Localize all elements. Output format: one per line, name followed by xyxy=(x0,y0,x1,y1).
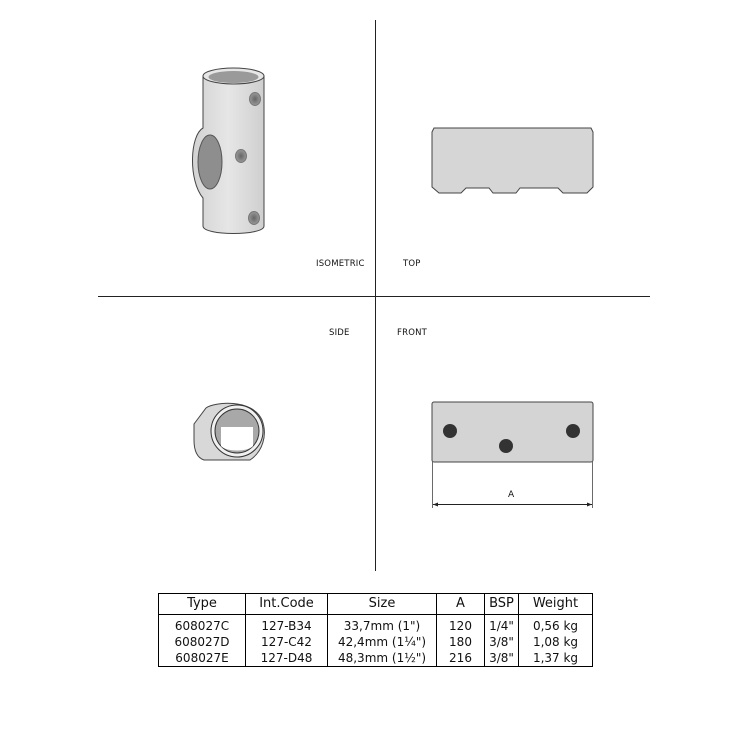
header-int-code: Int.Code xyxy=(246,594,328,615)
cell-int-code: 127-C42 xyxy=(246,634,328,650)
cell-type: 608027E xyxy=(159,650,246,667)
side-view-drawing xyxy=(194,403,264,460)
dimension-a-label: A xyxy=(508,490,515,500)
cell-a: 120 xyxy=(437,615,485,635)
cell-bsp: 3/8" xyxy=(485,634,519,650)
top-view-drawing xyxy=(432,128,593,193)
header-size: Size xyxy=(328,594,437,615)
cell-bsp: 1/4" xyxy=(485,615,519,635)
cell-weight: 0,56 kg xyxy=(519,615,593,635)
top-view-label: TOP xyxy=(403,259,421,269)
cell-type: 608027D xyxy=(159,634,246,650)
header-a: A xyxy=(437,594,485,615)
cell-type: 608027C xyxy=(159,615,246,635)
cell-weight: 1,37 kg xyxy=(519,650,593,667)
table-row xyxy=(159,650,593,667)
header-type: Type xyxy=(159,594,246,615)
cell-int-code: 127-D48 xyxy=(246,650,328,667)
cell-size: 48,3mm (1½") xyxy=(328,650,437,667)
cell-int-code: 127-B34 xyxy=(246,615,328,635)
cell-weight: 1,08 kg xyxy=(519,634,593,650)
table-header-row xyxy=(159,594,593,615)
header-bsp: BSP xyxy=(485,594,519,615)
cell-size: 42,4mm (1¼") xyxy=(328,634,437,650)
specifications-table xyxy=(158,593,593,667)
table-row xyxy=(159,615,593,635)
header-weight: Weight xyxy=(519,594,593,615)
front-view-label: FRONT xyxy=(397,328,428,338)
cell-size: 33,7mm (1") xyxy=(328,615,437,635)
cell-a: 216 xyxy=(437,650,485,667)
isometric-view-label: ISOMETRIC xyxy=(316,259,365,269)
isometric-view-drawing xyxy=(192,68,264,234)
side-view-label: SIDE xyxy=(329,328,350,338)
cell-a: 180 xyxy=(437,634,485,650)
cell-bsp: 3/8" xyxy=(485,650,519,667)
table-row xyxy=(159,634,593,650)
